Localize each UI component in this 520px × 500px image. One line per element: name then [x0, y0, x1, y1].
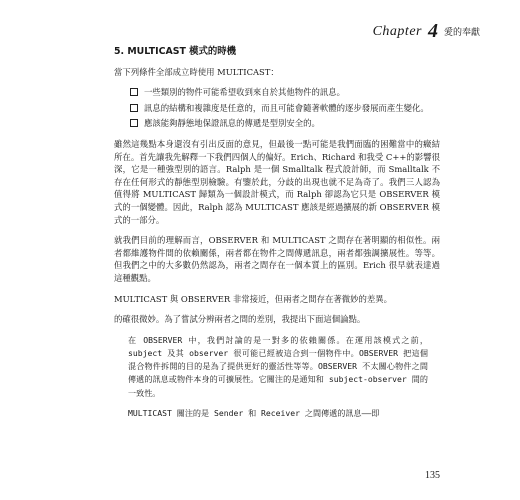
chapter-label: Chapter [372, 24, 422, 39]
quote-paragraph: 在 OBSERVER 中，我們討論的是一對多的依賴關係。在運用該模式之前，subject 及其 observer 很可能已經被這合到一個物件中。OBSERVER 把這個混合物件拆開的目的是為了提供更好的靈活性等等。OBSERVER 不太關心物件之間傳遞的訊息或物件本身的可擴展性。它關注的是通知和 subject-observer 間的一致性。 [128, 334, 428, 398]
condition-list [114, 86, 440, 130]
chapter-title: 愛的奉獻 [443, 28, 480, 38]
page-body [114, 46, 440, 427]
list-item-text: 應該能夠靜態地保證訊息的傳遞是型別安全的。 [144, 118, 320, 129]
list-item-text: 訊息的結構和複雜度是任意的，而且可能會隨著軟體的逐步發展而產生變化。 [144, 102, 429, 113]
page-number: 135 [425, 470, 440, 481]
body-paragraph: MULTICAST 與 OBSERVER 非常接近，但兩者之間存在著微妙的差異。 [114, 293, 393, 304]
quoted-passage [128, 334, 428, 420]
running-header [290, 18, 480, 40]
section-heading: 5. MULTICAST 模式的時機 [114, 46, 237, 57]
list-item [130, 117, 440, 130]
body-paragraph: 就我們目前的理解而言，OBSERVER 和 MULTICAST 之間存在著明顯的相似性。兩者都維護物件間的依賴關係，兩者都在物件之間傳遞訊息，兩者都強調擴展性。等等。但我們之中的大多數仍然認為，兩者之間存在一個本質上的區別。Erich 很早就表達過這種觀點。 [114, 235, 440, 283]
list-item [130, 102, 440, 115]
quote-paragraph: MULTICAST 關注的是 Sender 和 Receiver 之間傳遞的訊息——即 [128, 407, 380, 418]
body-paragraph: 的確很微妙。為了嘗試分辨兩者之間的差別，我提出下面這個論點。 [114, 314, 366, 325]
checkbox-bullet-icon [130, 104, 138, 112]
chapter-number: 4 [427, 20, 438, 42]
checkbox-bullet-icon [130, 119, 138, 127]
checkbox-bullet-icon [130, 88, 138, 96]
list-item-text: 一些類別的物件可能希望收到來自於其他物件的訊息。 [144, 87, 345, 98]
list-item [130, 86, 440, 99]
intro-paragraph: 當下列條件全部成立時使用 MULTICAST： [114, 66, 279, 77]
body-paragraph: 雖然這幾點本身還沒有引出反面的意見，但最後一點可能是我們面臨的困難當中的癥結所在。首先讓我先解釋一下我們四個人的偏好。Erich、Richard 和我受 C++的影響很深，它是一種強型別的語言。Ralph 是一個 Smalltalk 程式設計師，而 Smalltalk 不存在任何形式的靜態型別檢驗。有鑒於此，分歧的出現也就不足為奇了。我們三人認為值得將 MULTICAST 歸類為一個設計模式，而 Ralph 卻認為它只是 OBSERVER 模式的一個變體。因此，Ralph 認為 MULTICAST 應該是經過擴展的新 OBSERVER 模式的一部分。 [114, 138, 440, 225]
